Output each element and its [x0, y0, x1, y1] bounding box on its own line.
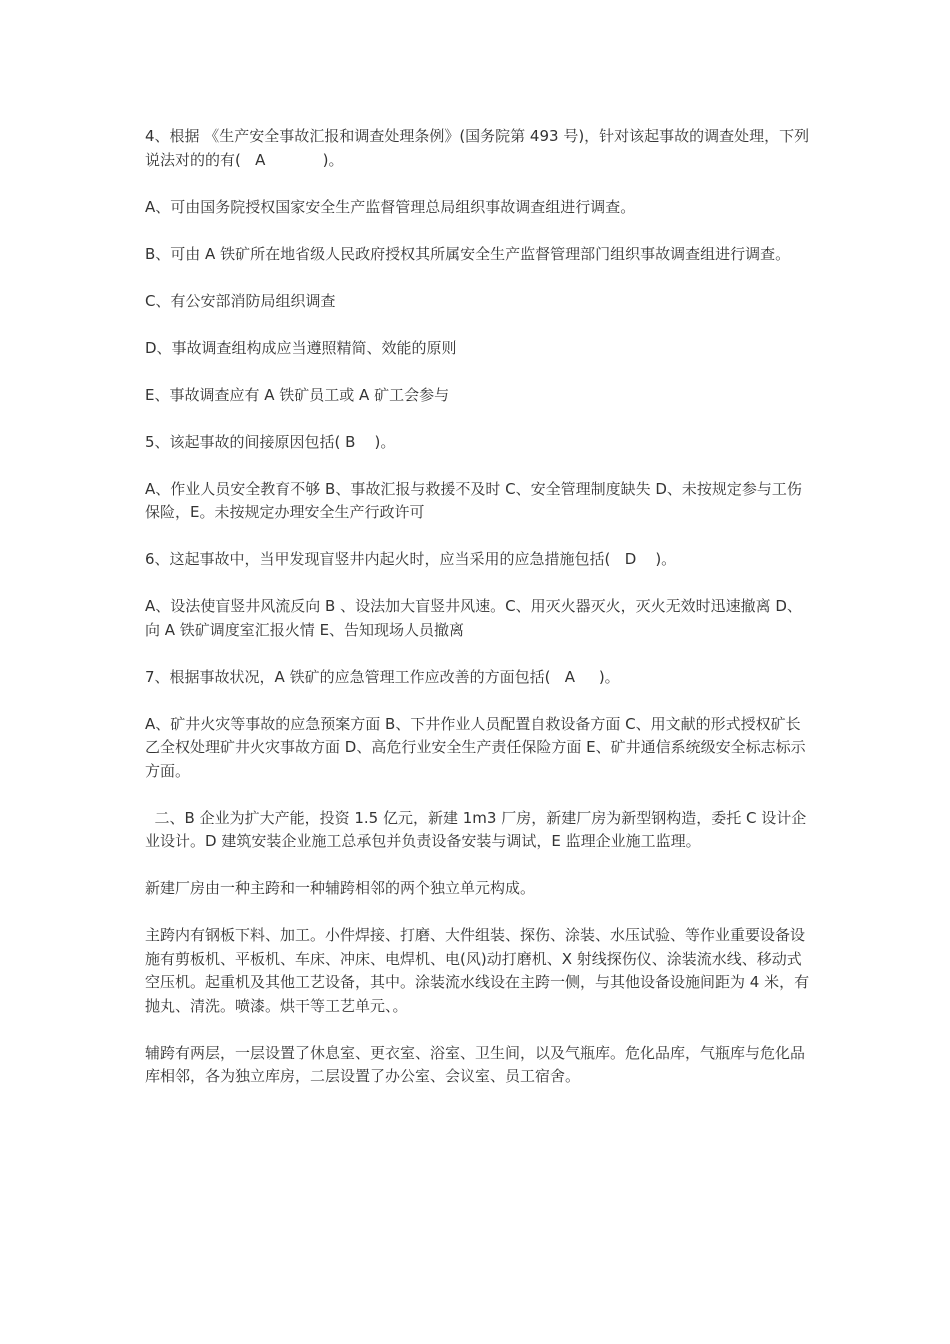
question-5: 5、该起事故的间接原因包括( B )。	[145, 432, 396, 451]
question-5-options: A、作业人员安全教育不够 B、事故汇报与救援不及时 C、安全管理制度缺失 D、未按规定参与工伤保险，E。未按规定办理安全生产行政许可	[145, 479, 802, 521]
case-two-intro: 二、B 企业为扩大产能，投资 1.5 亿元，新建 1m3 厂房，新建厂房为新型钢构造，委托 C 设计企业设计。D 建筑安装企业施工总承包并负责设备安装与调试，E 监理企业施工监理。	[145, 808, 807, 850]
question-4: 4、根据 《生产安全事故汇报和调查处理条例》(国务院第 493 号)，针对该起事故的调查处理，下列说法对的的有( A )。	[145, 127, 810, 169]
question-4-option-a: A、可由国务院授权国家安全生产监督管理总局组织事故调查组进行调查。	[145, 197, 636, 216]
question-7-options: A、矿井火灾等事故的应急预案方面 B、下井作业人员配置自救设备方面 C、用文献的形式授权矿长乙全权处理矿井火灾事故方面 D、高危行业安全生产责任保险方面 E、矿井通信系统级安全标志标示方面。	[145, 714, 806, 780]
document-body	[145, 125, 810, 1089]
case-two-building: 新建厂房由一种主跨和一种辅跨相邻的两个独立单元构成。	[145, 879, 536, 897]
question-4-option-e: E、事故调查应有 A 铁矿员工或 A 矿工会参与	[145, 385, 450, 404]
case-two-main-span: 主跨内有钢板下料、加工。小件焊接、打磨、大件组装、探伤、涂装、水压试验、等作业重要设备设施有剪板机、平板机、车床、冲床、电焊机、电(风)动打磨机、X 射线探伤仪、涂装流水线、移动式空压机。起重机及其他工艺设备，其中。涂装流水线设在主跨一侧，与其他设备设施间距为 4 米，有抛丸、清洗。喷漆。烘干等工艺单元、。	[145, 926, 810, 1015]
question-7: 7、根据事故状况，A 铁矿的应急管理工作应改善的方面包括( A )。	[145, 667, 620, 686]
question-4-option-c: C、有公安部消防局组织调查	[145, 291, 336, 310]
question-6-options: A、设法使盲竖井风流反向 B 、设法加大盲竖井风速。C、用灭火器灭火，灭火无效时迅速撤离 D、向 A 铁矿调度室汇报火情 E、告知现场人员撤离	[145, 597, 802, 639]
question-4-option-d: D、事故调查组构成应当遵照精简、效能的原则	[145, 338, 457, 357]
question-6: 6、这起事故中，当甲发现盲竖井内起火时，应当采用的应急措施包括( D )。	[145, 550, 677, 568]
question-4-option-b: B、可由 A 铁矿所在地省级人民政府授权其所属安全生产监督管理部门组织事故调查组进行调查。	[145, 244, 791, 263]
case-two-auxiliary-span: 辅跨有两层，一层设置了休息室、更衣室、浴室、卫生间，以及气瓶库。危化品库，气瓶库与危化品库相邻，各为独立库房，二层设置了办公室、会议室、员工宿舍。	[145, 1043, 806, 1085]
